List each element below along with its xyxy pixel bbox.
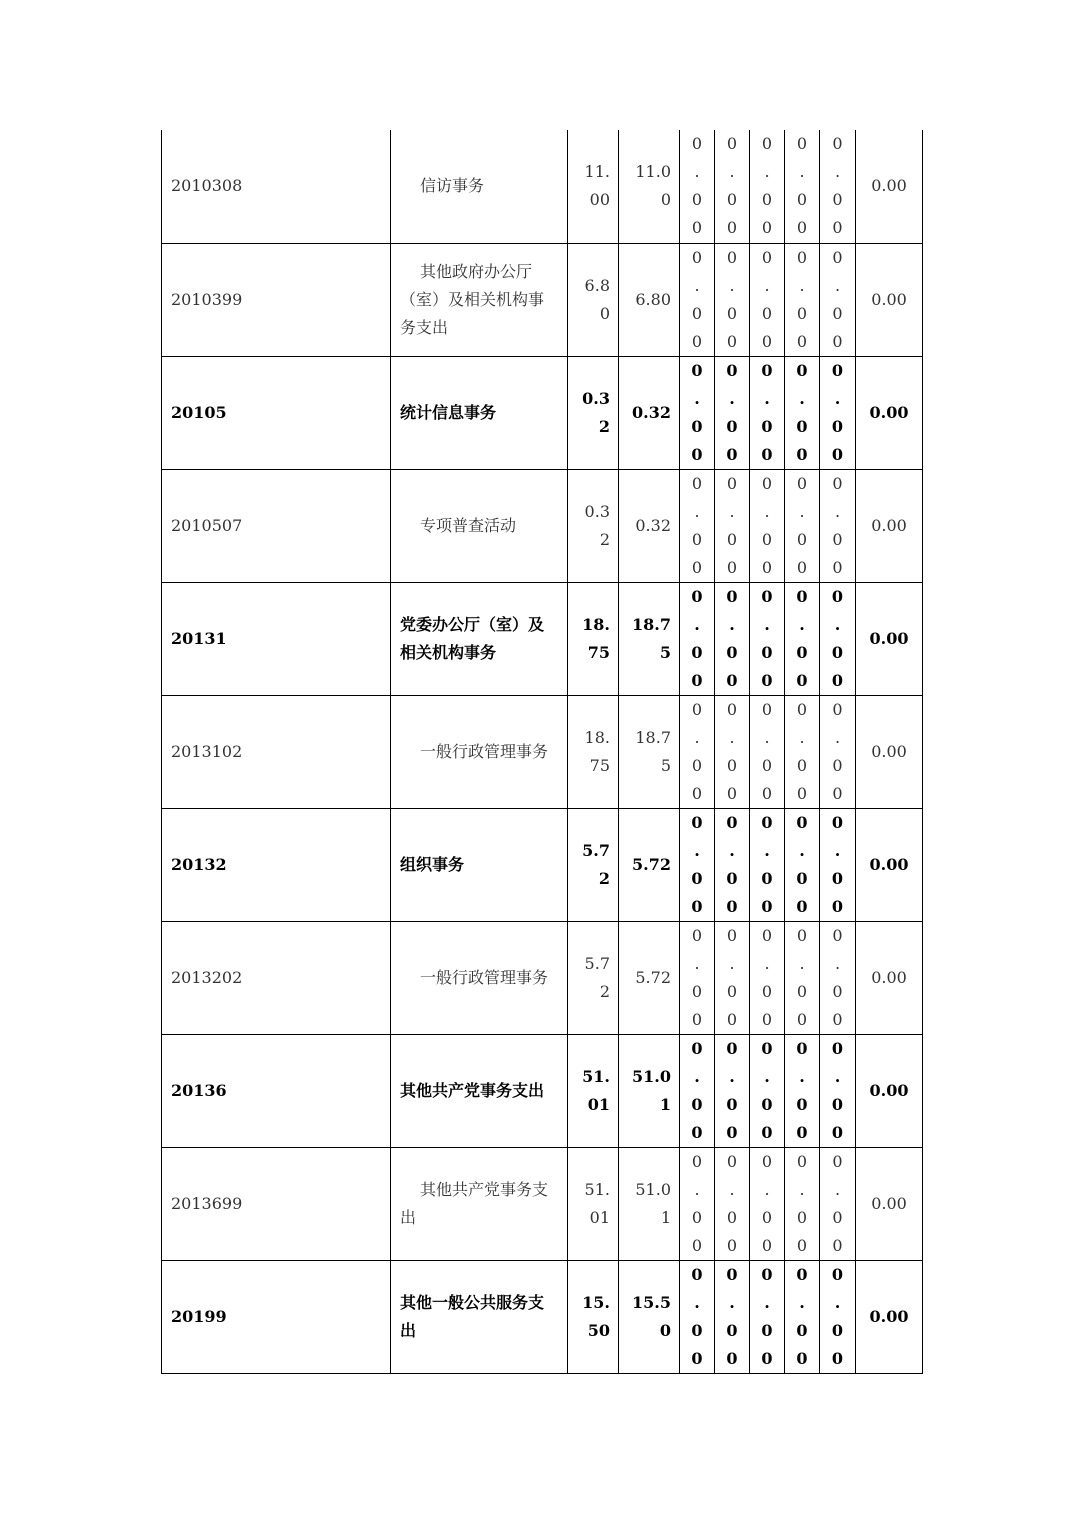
amount-zero-cell [820,808,856,921]
account-name-text: 一般行政管理事务 [420,741,549,761]
amount-zero-value: 0 . 0 0 [832,925,843,1029]
amount-zero-cell [820,1260,856,1373]
amount-zero-cell [715,356,750,469]
amount-total: 5.72 [568,921,619,1034]
amount-zero-cell [750,356,785,469]
amount-zero-cell [680,808,715,921]
account-code: 20131 [162,582,391,695]
account-name-text: 其他政府办公厅（室）及相关机构事务支出 [400,261,545,337]
amount-zero-cell [820,469,856,582]
table-row [162,582,923,695]
amount-zero-value: 0 . 0 0 [691,925,703,1029]
amount-zero-value: 0 . 0 0 [691,360,703,464]
table-row [162,808,923,921]
amount-zero-value: 0 . 0 0 [796,586,808,690]
account-name-text: 一般行政管理事务 [420,967,549,987]
amount-zero-value: 0 . 0 0 [761,473,773,577]
amount-zero-value: 0 . 0 0 [796,1264,808,1368]
table-row [162,695,923,808]
amount-zero-cell [785,1147,820,1260]
account-name [391,921,568,1034]
amount-zero-cell [820,582,856,695]
account-name [391,469,568,582]
amount-zero-value: 0 . 0 0 [796,134,808,238]
amount-zero-cell [680,1034,715,1147]
amount-zero-value: 0 . 0 0 [691,473,703,577]
amount-basic: 51.01 [619,1147,680,1260]
amount-total: 11.00 [568,130,619,243]
amount-zero-cell [680,1260,715,1373]
amount-zero-cell [820,1034,856,1147]
amount-zero-value: 0 . 0 0 [796,473,808,577]
account-name [391,695,568,808]
amount-zero-cell [750,1260,785,1373]
amount-zero-value: 0 . 0 0 [832,247,843,351]
account-name [391,808,568,921]
amount-zero-cell [715,1260,750,1373]
amount-zero-cell [715,130,750,243]
account-code: 20136 [162,1034,391,1147]
account-name [391,1260,568,1373]
amount-zero-cell [750,695,785,808]
table-row [162,243,923,356]
amount-basic: 6.80 [619,243,680,356]
amount-zero-cell [715,1147,750,1260]
amount-zero-cell [715,469,750,582]
account-name-text: 组织事务 [400,854,465,874]
amount-other: 0.00 [856,582,923,695]
amount-basic: 5.72 [619,808,680,921]
amount-zero-cell [785,921,820,1034]
amount-zero-cell [750,130,785,243]
amount-zero-value: 0 . 0 0 [726,360,738,464]
amount-zero-cell [750,1034,785,1147]
amount-total: 15.50 [568,1260,619,1373]
amount-zero-cell [750,1147,785,1260]
account-name-text: 其他共产党事务支出 [400,1080,545,1100]
amount-zero-cell [750,243,785,356]
amount-zero-cell [715,582,750,695]
amount-zero-value: 0 . 0 0 [691,1264,703,1368]
amount-zero-value: 0 . 0 0 [726,699,738,803]
amount-other: 0.00 [856,356,923,469]
amount-zero-value: 0 . 0 0 [691,1038,703,1142]
amount-other: 0.00 [856,1147,923,1260]
amount-zero-value: 0 . 0 0 [726,1038,738,1142]
amount-zero-value: 0 . 0 0 [726,1151,738,1255]
amount-other: 0.00 [856,1260,923,1373]
amount-zero-value: 0 . 0 0 [761,134,773,238]
account-name [391,356,568,469]
amount-zero-cell [820,695,856,808]
amount-zero-cell [715,243,750,356]
amount-zero-cell [820,130,856,243]
amount-zero-value: 0 . 0 0 [691,586,703,690]
amount-zero-value: 0 . 0 0 [726,925,738,1029]
amount-zero-value: 0 . 0 0 [726,247,738,351]
account-name-text: 信访事务 [420,176,485,196]
amount-zero-cell [820,243,856,356]
amount-zero-cell [750,469,785,582]
amount-basic: 5.72 [619,921,680,1034]
amount-zero-value: 0 . 0 0 [796,699,808,803]
amount-zero-value: 0 . 0 0 [761,586,773,690]
amount-zero-value: 0 . 0 0 [796,360,808,464]
amount-zero-cell [820,921,856,1034]
amount-zero-value: 0 . 0 0 [761,925,773,1029]
amount-zero-cell [785,356,820,469]
amount-other: 0.00 [856,808,923,921]
amount-other: 0.00 [856,469,923,582]
amount-basic: 18.75 [619,695,680,808]
amount-zero-value: 0 . 0 0 [761,1038,773,1142]
amount-zero-value: 0 . 0 0 [832,1151,843,1255]
amount-zero-value: 0 . 0 0 [832,473,843,577]
amount-zero-value: 0 . 0 0 [691,699,703,803]
amount-zero-value: 0 . 0 0 [726,134,738,238]
table-row [162,1147,923,1260]
amount-basic: 0.32 [619,356,680,469]
amount-zero-cell [680,921,715,1034]
amount-zero-cell [750,582,785,695]
account-code: 2010308 [162,130,391,243]
amount-basic: 15.50 [619,1260,680,1373]
account-code: 2010507 [162,469,391,582]
amount-zero-value: 0 . 0 0 [726,812,738,916]
amount-total: 0.32 [568,469,619,582]
amount-zero-value: 0 . 0 0 [831,1264,844,1368]
amount-zero-value: 0 . 0 0 [796,247,808,351]
amount-zero-value: 0 . 0 0 [832,134,843,238]
amount-zero-cell [680,356,715,469]
amount-zero-value: 0 . 0 0 [691,247,703,351]
account-name [391,582,568,695]
amount-zero-cell [785,695,820,808]
amount-zero-cell [750,921,785,1034]
amount-basic: 51.01 [619,1034,680,1147]
amount-zero-cell [680,582,715,695]
amount-basic: 11.00 [619,130,680,243]
account-code: 20199 [162,1260,391,1373]
amount-total: 6.80 [568,243,619,356]
table-row [162,469,923,582]
amount-zero-cell [820,1147,856,1260]
amount-total: 51.01 [568,1034,619,1147]
amount-zero-cell [785,808,820,921]
amount-zero-cell [785,582,820,695]
amount-zero-value: 0 . 0 0 [761,360,773,464]
amount-zero-value: 0 . 0 0 [796,925,808,1029]
account-name-text: 专项普查活动 [420,515,517,535]
amount-zero-cell [680,243,715,356]
account-code: 2013699 [162,1147,391,1260]
table-row [162,1034,923,1147]
amount-zero-value: 0 . 0 0 [796,812,808,916]
amount-zero-value: 0 . 0 0 [831,812,844,916]
amount-zero-cell [680,1147,715,1260]
amount-other: 0.00 [856,695,923,808]
amount-zero-cell [785,130,820,243]
amount-zero-cell [680,695,715,808]
account-code: 2010399 [162,243,391,356]
amount-zero-cell [680,469,715,582]
amount-zero-cell [820,356,856,469]
account-name-text: 统计信息事务 [400,402,497,422]
account-code: 20105 [162,356,391,469]
account-name [391,1147,568,1260]
budget-table [161,130,923,1374]
amount-zero-value: 0 . 0 0 [726,1264,738,1368]
amount-total: 18.75 [568,582,619,695]
table-row [162,1260,923,1373]
amount-zero-cell [715,1034,750,1147]
account-name [391,130,568,243]
amount-zero-value: 0 . 0 0 [691,812,703,916]
amount-other: 0.00 [856,921,923,1034]
amount-zero-cell [715,695,750,808]
amount-total: 51.01 [568,1147,619,1260]
amount-zero-value: 0 . 0 0 [796,1151,808,1255]
amount-zero-value: 0 . 0 0 [796,1038,808,1142]
amount-zero-value: 0 . 0 0 [761,812,773,916]
amount-zero-value: 0 . 0 0 [761,247,773,351]
account-name-text: 其他一般公共服务支出 [400,1292,545,1340]
account-code: 20132 [162,808,391,921]
amount-zero-value: 0 . 0 0 [761,699,773,803]
amount-zero-value: 0 . 0 0 [831,360,844,464]
amount-zero-cell [750,808,785,921]
amount-zero-value: 0 . 0 0 [761,1264,773,1368]
amount-zero-value: 0 . 0 0 [726,586,738,690]
table-row [162,356,923,469]
table-body [162,130,923,1373]
amount-basic: 0.32 [619,469,680,582]
amount-zero-cell [785,469,820,582]
amount-other: 0.00 [856,130,923,243]
amount-zero-cell [680,130,715,243]
amount-total: 18.75 [568,695,619,808]
account-name-text: 其他共产党事务支出 [400,1179,549,1227]
amount-zero-value: 0 . 0 0 [691,134,703,238]
amount-total: 5.72 [568,808,619,921]
amount-zero-value: 0 . 0 0 [691,1151,703,1255]
amount-zero-value: 0 . 0 0 [832,699,843,803]
amount-basic: 18.75 [619,582,680,695]
amount-zero-value: 0 . 0 0 [831,586,844,690]
account-code: 2013202 [162,921,391,1034]
account-name [391,1034,568,1147]
amount-total: 0.32 [568,356,619,469]
amount-zero-value: 0 . 0 0 [726,473,738,577]
amount-zero-cell [785,1034,820,1147]
account-name-text: 党委办公厅（室）及相关机构事务 [400,614,545,662]
amount-zero-cell [715,921,750,1034]
amount-zero-value: 0 . 0 0 [761,1151,773,1255]
table-row [162,130,923,243]
amount-other: 0.00 [856,243,923,356]
amount-zero-cell [715,808,750,921]
amount-zero-cell [785,1260,820,1373]
account-name [391,243,568,356]
account-code: 2013102 [162,695,391,808]
amount-zero-value: 0 . 0 0 [831,1038,844,1142]
amount-zero-cell [785,243,820,356]
table-row [162,921,923,1034]
amount-other: 0.00 [856,1034,923,1147]
